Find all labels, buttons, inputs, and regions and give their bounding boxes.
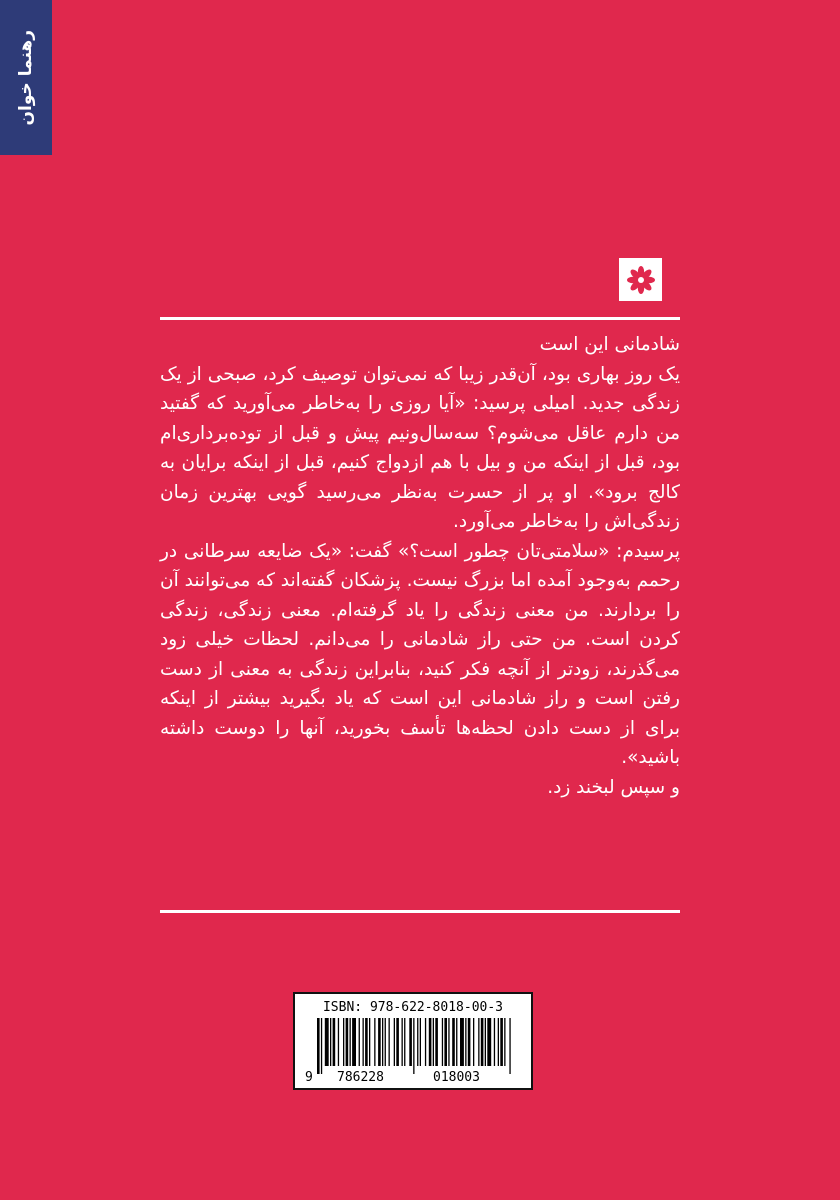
barcode-bar	[374, 1018, 375, 1066]
barcode-bar	[460, 1018, 464, 1066]
isbn-number: ISBN: 978-622-8018-00-3	[322, 1000, 503, 1015]
paragraph-3: و سپس لبخند زد.	[547, 776, 680, 798]
barcode-bar	[509, 1018, 510, 1074]
barcode-bar	[442, 1018, 443, 1066]
barcode-bar	[452, 1018, 455, 1066]
barcode-bar	[369, 1018, 370, 1066]
barcode-bar	[394, 1018, 395, 1066]
barcode-bar	[363, 1018, 364, 1066]
barcode-bar	[494, 1018, 495, 1066]
back-cover-text	[160, 330, 680, 900]
barcode-bar	[321, 1018, 322, 1074]
barcode-bar	[404, 1018, 405, 1066]
barcode-bar	[456, 1018, 457, 1066]
top-divider	[160, 317, 680, 320]
barcode-first-digit: 9	[305, 1070, 313, 1085]
barcode-bar	[498, 1018, 499, 1066]
barcode-bar	[500, 1018, 503, 1066]
barcode-bar	[359, 1018, 360, 1066]
barcode-bar	[350, 1018, 351, 1066]
barcode-bar	[346, 1018, 349, 1066]
barcode-bar	[382, 1018, 383, 1066]
barcode-bar	[317, 1018, 320, 1074]
barcode-bar	[365, 1018, 368, 1066]
barcode-bar	[473, 1018, 474, 1066]
barcode-bars	[317, 1018, 513, 1074]
barcode-bar	[352, 1018, 356, 1066]
flower-ornament	[619, 258, 662, 301]
paragraph-1: یک روز بهاری بود، آن‌قدر زیبا که نمی‌توان توصیف کرد، صبحی از یک زندگی جدید. امیلی پرسید: «آیا روزی را به‌خاطر می‌آورید که گفتید من دارم عاقل می‌شوم؟ سه‌سال‌ونیم پیش و قبل از توده‌برداری‌ام بود، قبل از اینکه من و بیل با هم ازدواج کنیم، قبل از اینکه برایان به کالج برود». او پر از حسرت به‌نظر می‌رسید گویی بهترین زمان زندگی‌اش را به‌خاطر می‌آورد.	[160, 363, 680, 532]
barcode-bar	[487, 1018, 491, 1066]
barcode-bar	[448, 1018, 449, 1066]
barcode-bar	[409, 1018, 412, 1066]
paragraph-title: شادمانی این است	[539, 334, 680, 355]
barcode-bar	[343, 1018, 344, 1066]
barcode-bar	[396, 1018, 399, 1066]
barcode-bar	[485, 1018, 486, 1066]
barcode-bar	[413, 1018, 414, 1074]
barcode-bar	[420, 1018, 421, 1066]
barcode-bar	[504, 1018, 505, 1066]
paragraph-2: پرسیدم: «سلامتی‌تان چطور است؟» گفت: «یک ضایعه سرطانی در رحمم به‌وجود آمده اما بزرگ نیست. پزشکان گفته‌اند که می‌توانند آن را بردارند. من معنی زندگی را یاد گرفته‌ام. معنی زندگی، زندگی کردن است. من حتی راز شادمانی را می‌دانم. لحظات خیلی زود می‌گذرند، زودتر از آنچه فکر کنید، بنابراین زندگی به معنی از دست رفتن است و راز شادمانی این است که یاد بگیرید بیشتر از اینکه برای از دست دادن لحظه‌ها تأسف بخورید، آنها را دوست داشته باشید».	[160, 540, 680, 768]
barcode-bar	[444, 1018, 447, 1066]
flower-icon	[626, 265, 656, 295]
barcode-bar	[338, 1018, 339, 1066]
barcode-bar	[435, 1018, 438, 1066]
barcode-bar	[378, 1018, 381, 1066]
barcode-bar	[330, 1018, 331, 1066]
barcode-bar	[429, 1018, 432, 1066]
barcode-right-group: 018003	[433, 1070, 480, 1085]
barcode-bar	[333, 1018, 336, 1066]
barcode-bar	[417, 1018, 418, 1066]
publisher-logo	[0, 0, 52, 155]
barcode-bar	[478, 1018, 479, 1066]
barcode-bar	[465, 1018, 466, 1066]
barcode-bar	[389, 1018, 390, 1066]
barcode-bar	[385, 1018, 386, 1066]
barcode-bar	[433, 1018, 434, 1066]
barcode-bar	[468, 1018, 471, 1066]
barcode-bar	[481, 1018, 484, 1066]
barcode-bar	[325, 1018, 329, 1066]
barcode-left-group: 786228	[337, 1070, 384, 1085]
barcode-bar	[402, 1018, 403, 1066]
publisher-logo-text: رهنما خوان	[16, 29, 36, 126]
isbn-barcode	[293, 992, 533, 1090]
barcode-bar	[425, 1018, 426, 1066]
bottom-divider	[160, 910, 680, 913]
